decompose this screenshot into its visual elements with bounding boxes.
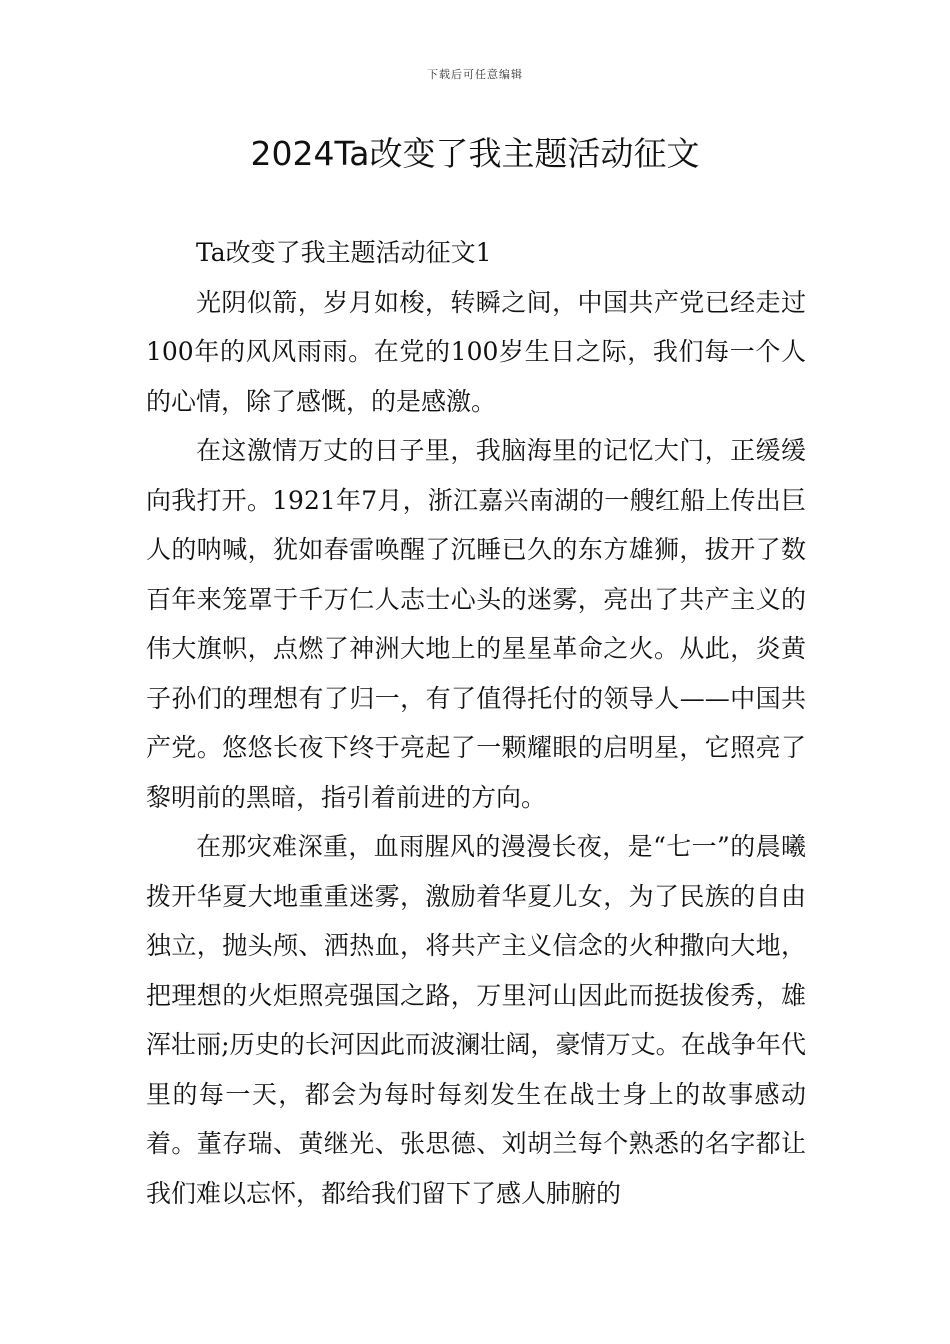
- section-subtitle: Ta改变了我主题活动征文1: [196, 238, 492, 267]
- document-body: [146, 228, 806, 1218]
- paragraph-1: 光阴似箭，岁月如梭，转瞬之间，中国共产党已经走过100年的风风雨雨。在党的100岁生日之际，我们每一个人的心情，除了感慨，的是感激。: [146, 287, 806, 416]
- header-note: 下载后可任意编辑: [427, 68, 523, 81]
- document-title: 2024Ta改变了我主题活动征文: [250, 134, 700, 173]
- paragraph-2: 在这激情万丈的日子里，我脑海里的记忆大门，正缓缓向我打开。1921年7月，浙江嘉兴南湖的一艘红船上传出巨人的呐喊，犹如春雷唤醒了沉睡已久的东方雄狮，拔开了数百年来笼罩于千万仁人志士心头的迷雾，亮出了共产主义的伟大旗帜，点燃了神洲大地上的星星革命之火。从此，炎黄子孙们的理想有了归一，有了值得托付的领导人——中国共产党。悠悠长夜下终于亮起了一颗耀眼的启明星，它照亮了黎明前的黑暗，指引着前进的方向。: [146, 436, 806, 812]
- paragraph-3: 在那灾难深重，血雨腥风的漫漫长夜，是“七一”的晨曦拨开华夏大地重重迷雾，激励着华夏儿女，为了民族的自由独立，抛头颅、洒热血，将共产主义信念的火种撒向大地，把理想的火炬照亮强国之路，万里河山因此而挺拔俊秀，雄浑壮丽;历史的长河因此而波澜壮阔，豪情万丈。在战争年代里的每一天，都会为每时每刻发生在战士身上的故事感动着。董存瑞、黄继光、张思德、刘胡兰每个熟悉的名字都让我们难以忘怀，都给我们留下了感人肺腑的: [146, 832, 806, 1208]
